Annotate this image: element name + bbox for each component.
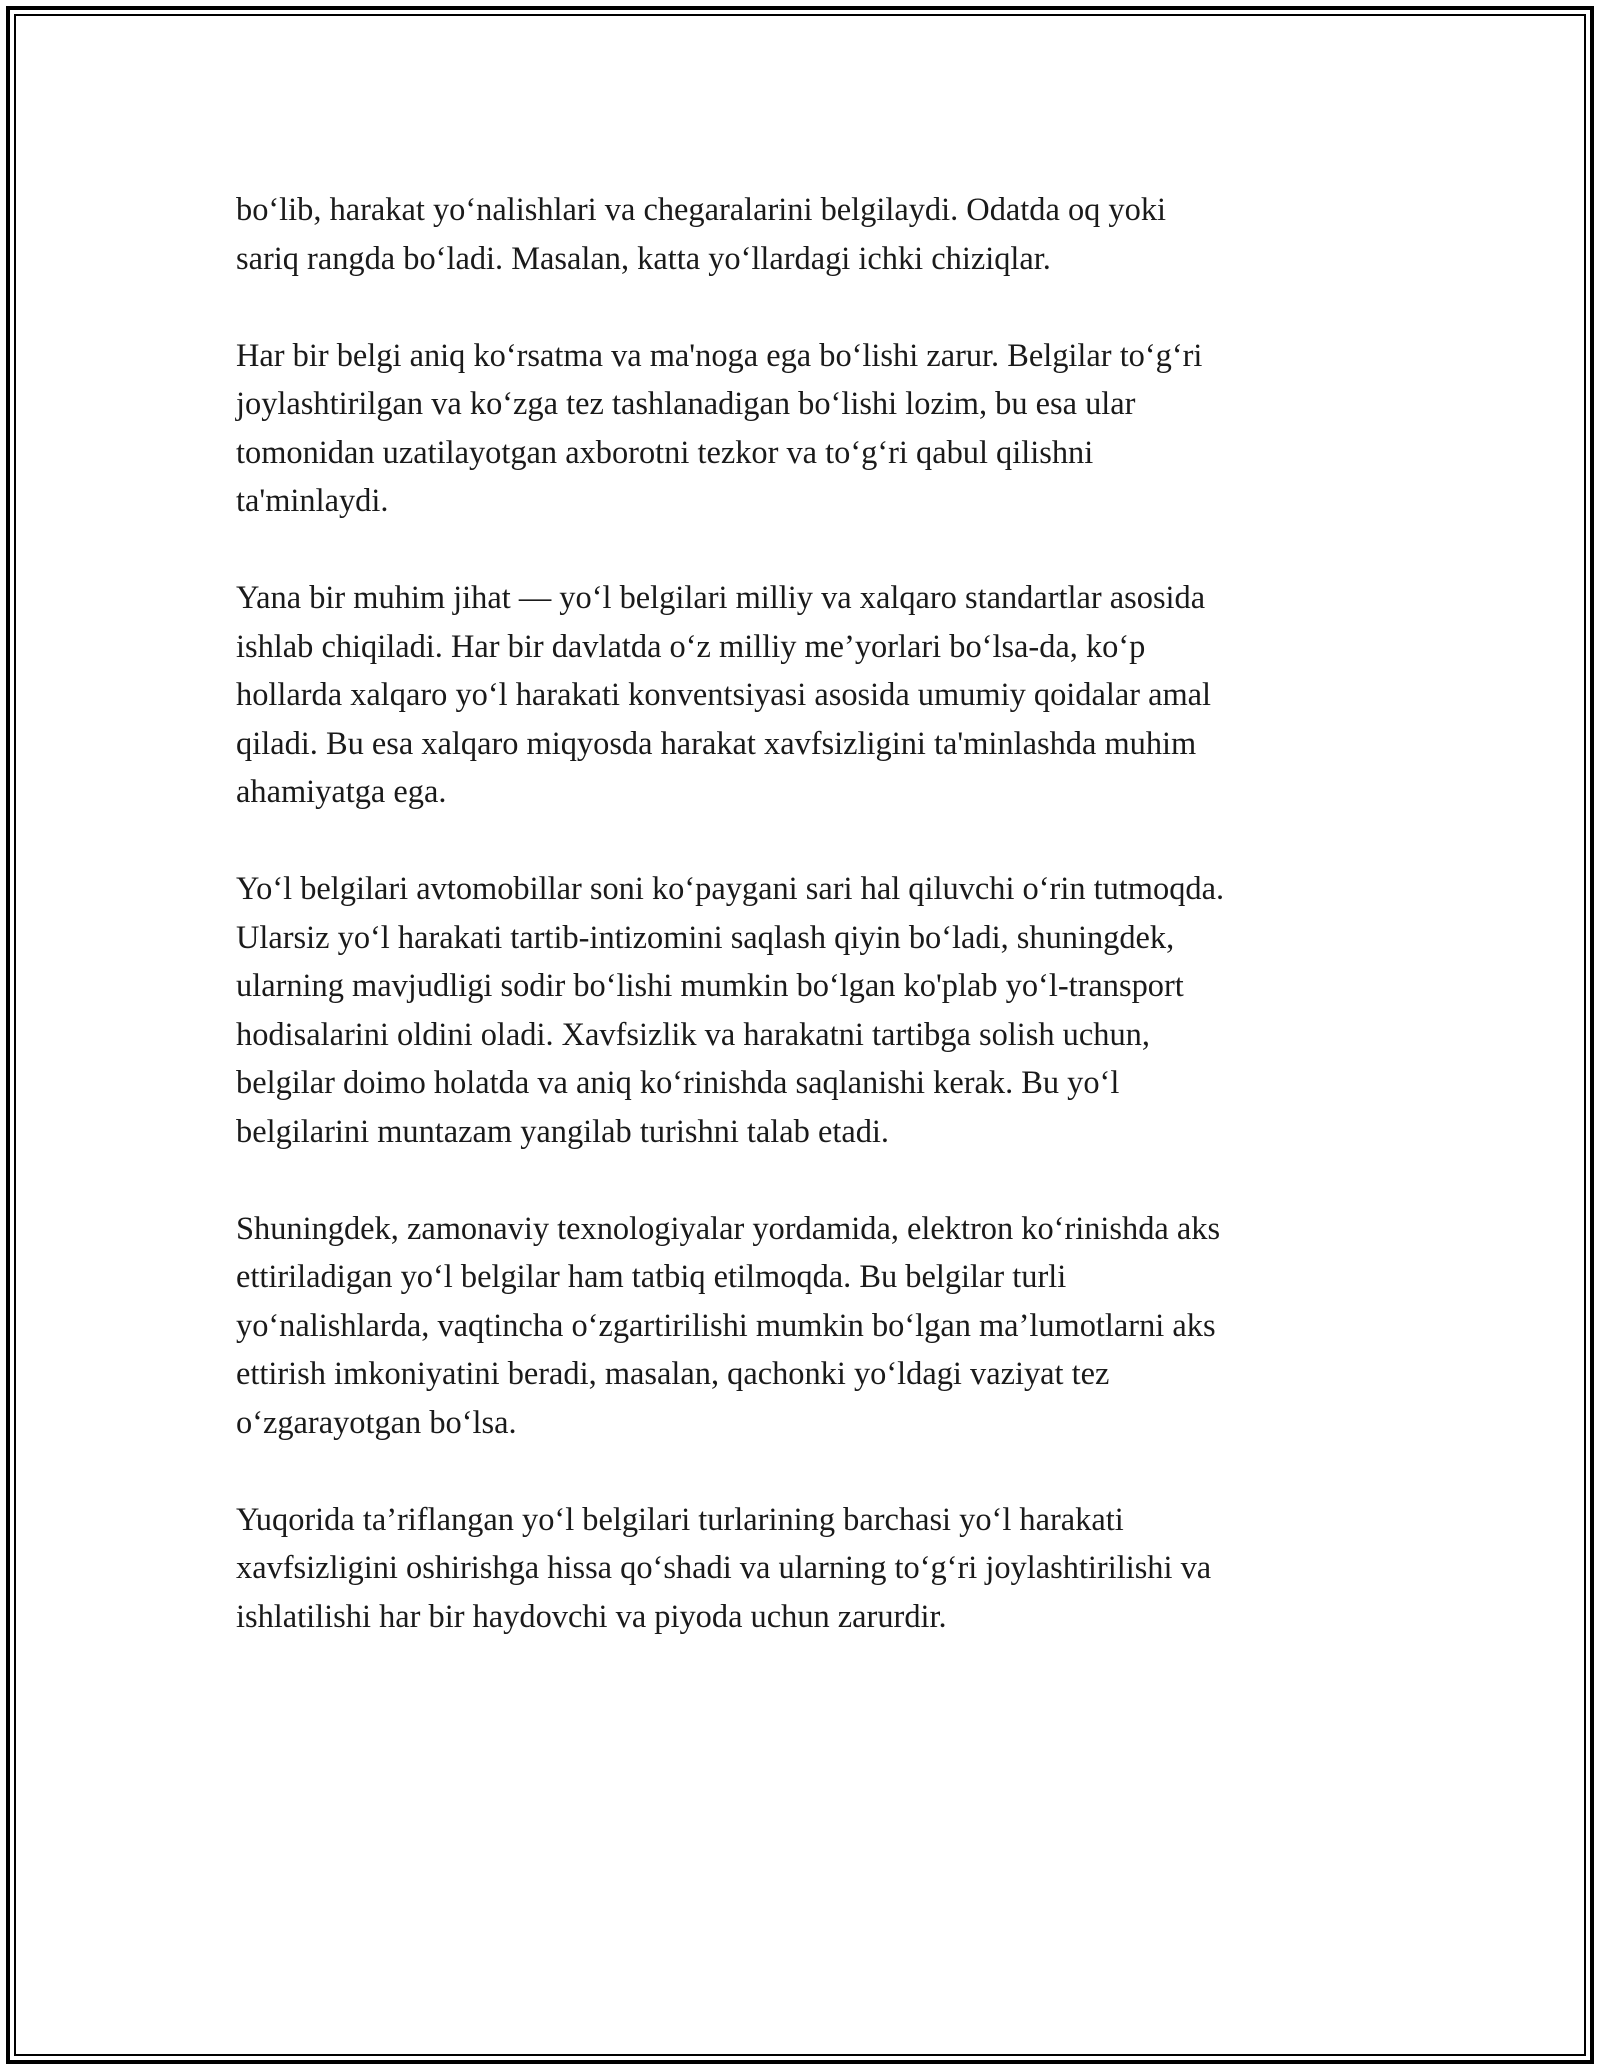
- text-line: qiladi. Bu esa xalqaro miqyosda harakat xavfsizligini ta'minlashda muhim: [236, 725, 1197, 762]
- text-line: ettiriladigan yo‘l belgilar ham tatbiq etilmoqda. Bu belgilar turli: [236, 1259, 1067, 1295]
- paragraph-2: [236, 332, 1366, 526]
- paragraph-4: [236, 865, 1366, 1156]
- text-line: belgilarini muntazam yangilab turishni talab etadi.: [236, 1113, 890, 1150]
- text-line: Har bir belgi aniq ko‘rsatma va ma'noga ega bo‘lishi zarur. Belgilar to‘g‘ri: [236, 337, 1203, 374]
- text-line: yo‘nalishlarda, vaqtincha o‘zgartirilishi mumkin bo‘lgan ma’lumotlarni aks: [236, 1307, 1216, 1344]
- text-line: Ularsiz yo‘l harakati tartib-intizomini saqlash qiyin bo‘ladi, shuningdek,: [236, 919, 1175, 956]
- text-line: bo‘lib, harakat yo‘nalishlari va chegaralarini belgilaydi. Odatda oq yoki: [236, 192, 1167, 228]
- text-line: Yuqorida ta’riflangan yo‘l belgilari turlarining barchasi yo‘l harakati: [236, 1501, 1124, 1538]
- text-line: Yo‘l belgilari avtomobillar soni ko‘paygani sari hal qiluvchi o‘rin tutmoqda.: [236, 871, 1225, 907]
- text-line: ishlatilishi har bir haydovchi va piyoda uchun zarurdir.: [236, 1598, 947, 1635]
- paragraph-6: [236, 1496, 1366, 1642]
- text-line: Shuningdek, zamonaviy texnologiyalar yordamida, elektron ko‘rinishda aks: [236, 1210, 1221, 1247]
- text-line: hollarda xalqaro yo‘l harakati konventsiyasi asosida umumiy qoidalar amal: [236, 677, 1212, 713]
- paragraph-5: [236, 1205, 1366, 1448]
- text-line: belgilar doimo holatda va aniq ko‘rinishda saqlanishi kerak. Bu yo‘l: [236, 1065, 1120, 1101]
- paragraph-3: [236, 574, 1366, 817]
- text-line: tomonidan uzatilayotgan axborotni tezkor va to‘g‘ri qabul qilishni: [236, 434, 1094, 471]
- text-line: ta'minlaydi.: [236, 483, 389, 519]
- text-line: joylashtirilgan va ko‘zga tez tashlanadigan bo‘lishi lozim, bu esa ular: [236, 386, 1136, 422]
- text-line: ularning mavjudligi sodir bo‘lishi mumkin bo‘lgan ko'plab yo‘l-transport: [236, 968, 1184, 1004]
- paragraph-1: [236, 186, 1366, 283]
- text-line: ishlab chiqiladi. Har bir davlatda o‘z milliy me’yorlari bo‘lsa-da, ko‘p: [236, 628, 1146, 665]
- document-body: [236, 186, 1366, 1641]
- text-line: hodisalarini oldini oladi. Xavfsizlik va harakatni tartibga solish uchun,: [236, 1016, 1150, 1053]
- text-line: xavfsizligini oshirishga hissa qo‘shadi va ularning to‘g‘ri joylashtirilishi va: [236, 1550, 1212, 1586]
- text-line: Yana bir muhim jihat — yo‘l belgilari milliy va xalqaro standartlar asosida: [236, 580, 1206, 616]
- text-line: ettirish imkoniyatini beradi, masalan, qachonki yo‘ldagi vaziyat tez: [236, 1356, 1110, 1392]
- text-line: o‘zgarayotgan bo‘lsa.: [236, 1404, 517, 1441]
- text-line: sariq rangda bo‘ladi. Masalan, katta yo‘llardagi ichki chiziqlar.: [236, 240, 1051, 277]
- text-line: ahamiyatga ega.: [236, 774, 447, 810]
